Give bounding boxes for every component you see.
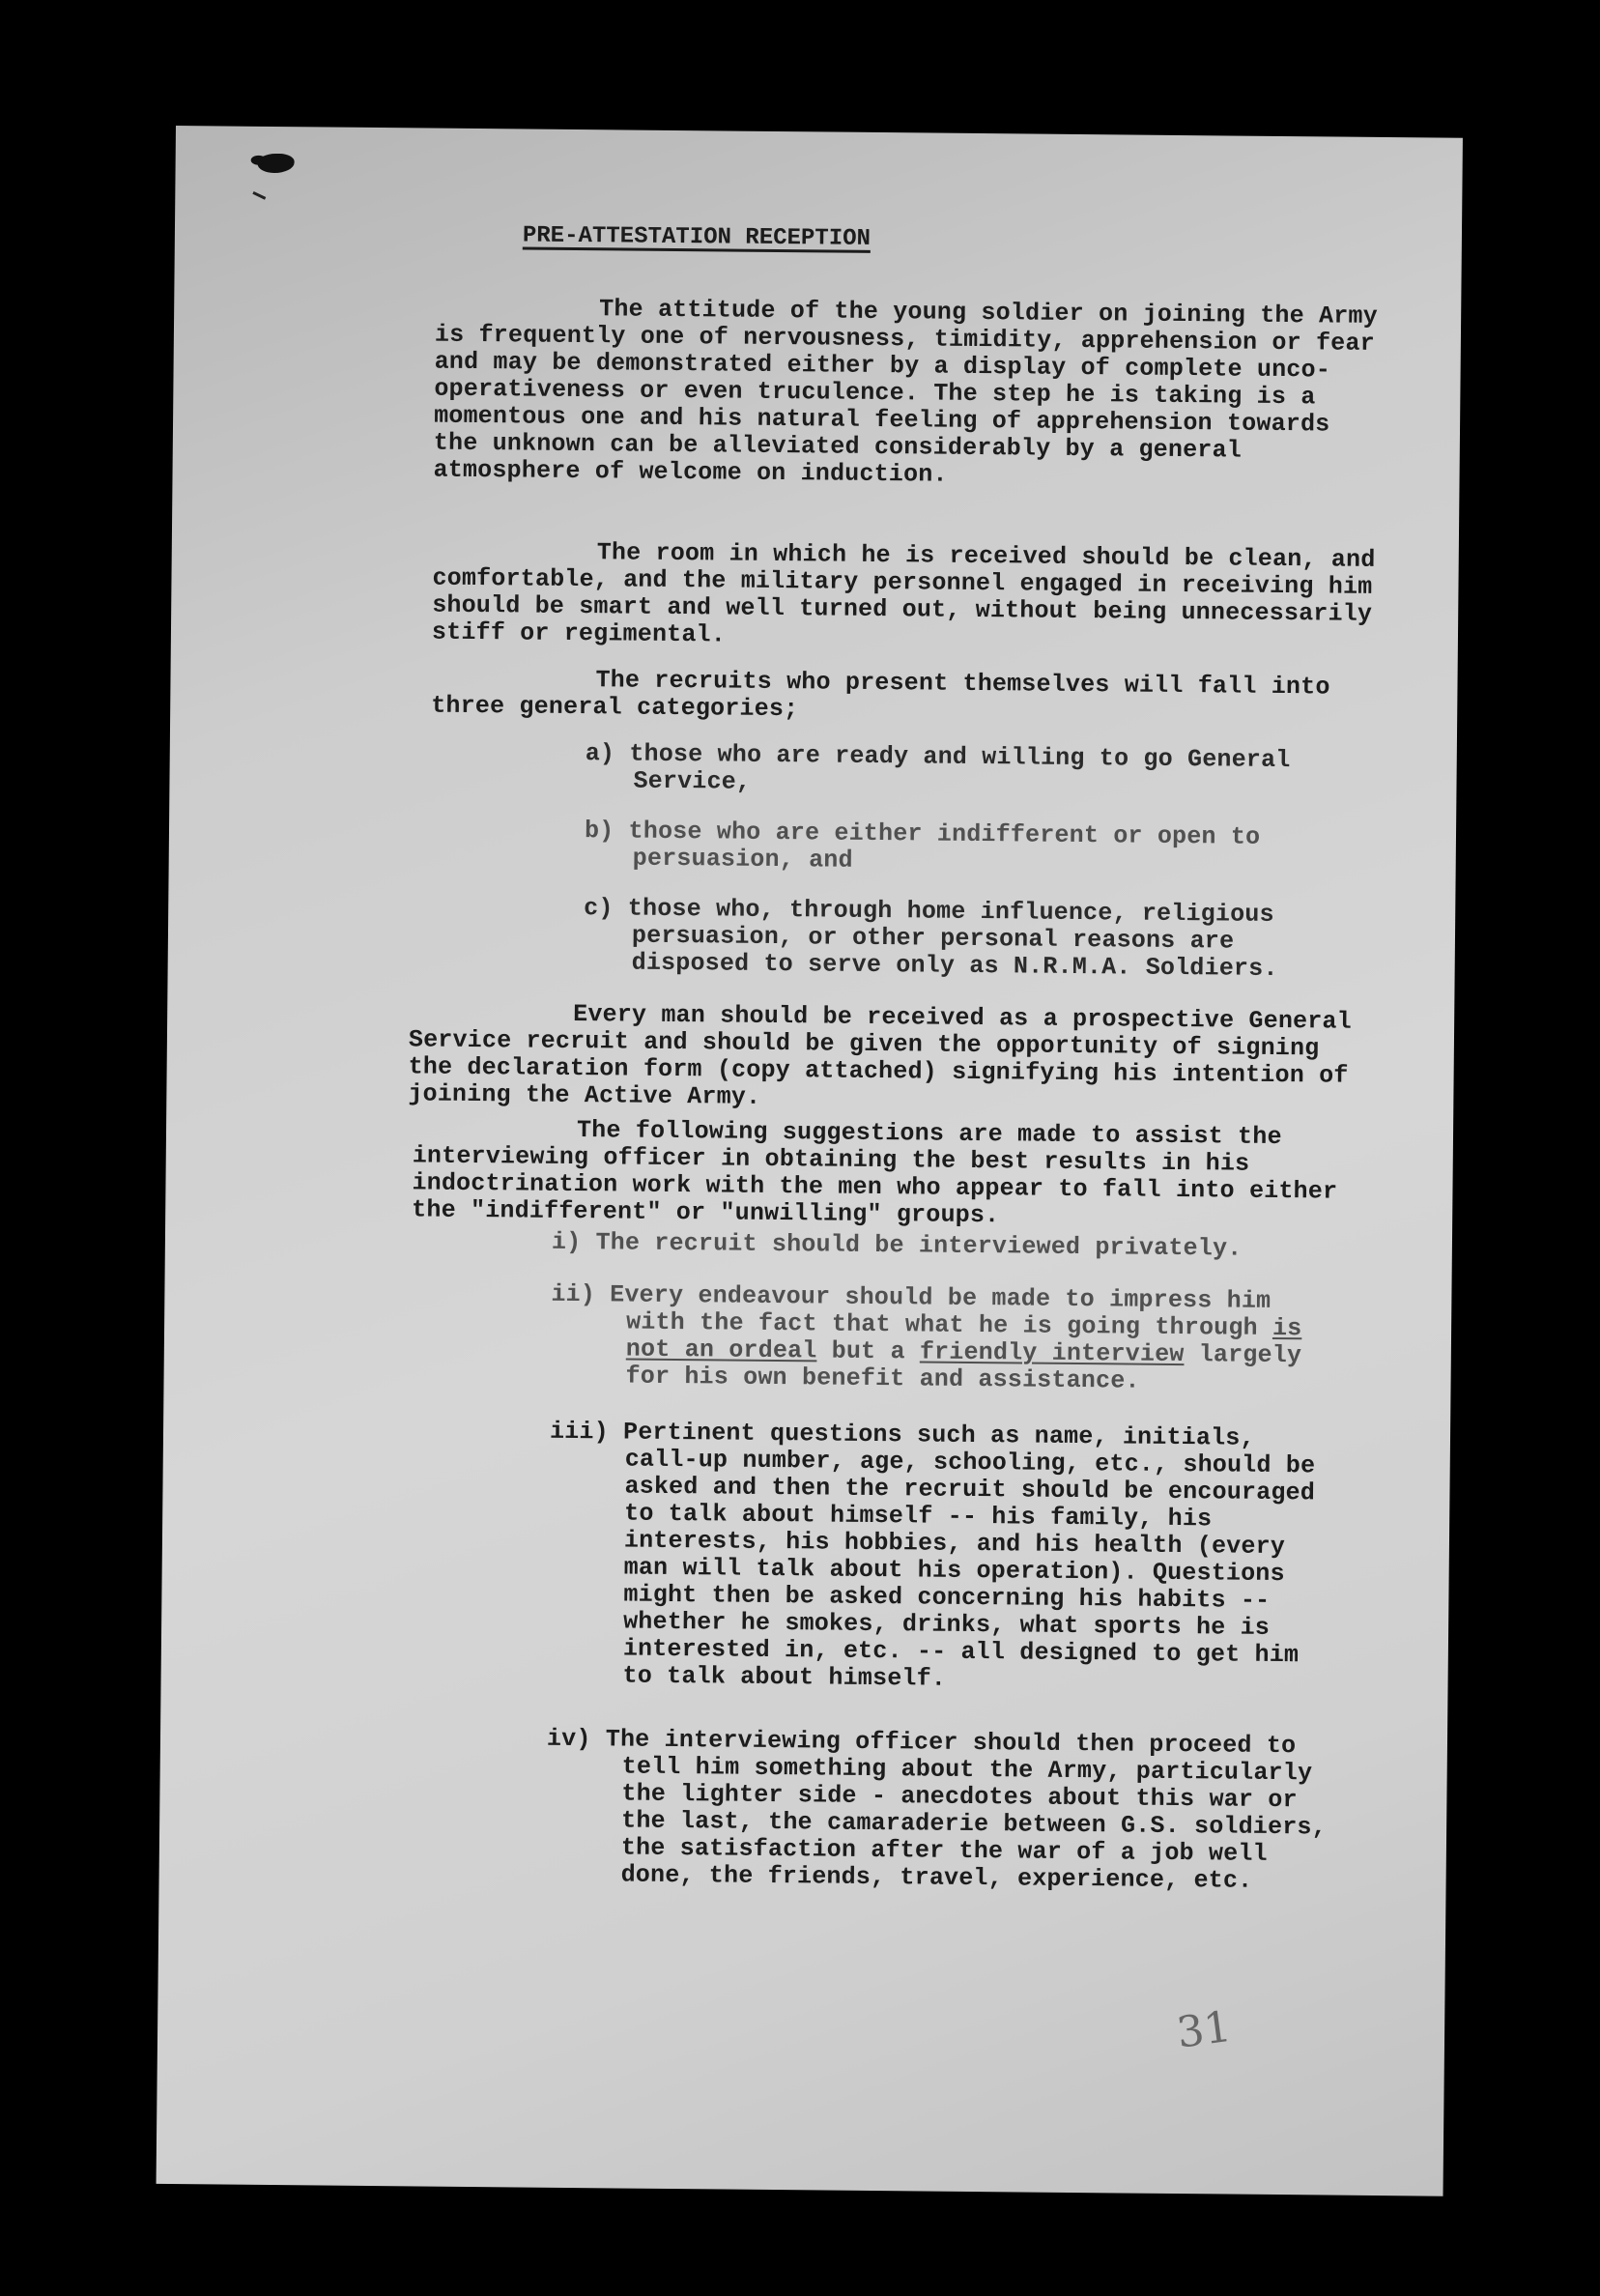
- suggestion-i: [552, 1229, 1323, 1264]
- suggestion-marker: iii): [549, 1417, 609, 1447]
- document-page: [157, 126, 1463, 2196]
- category-text: those who, through home influence, religious persuasion, or other personal reasons are disposed to serve only as N.R.M.A. Soldiers.: [627, 894, 1278, 983]
- suggestion-ii: [550, 1281, 1322, 1397]
- paragraph-categories: The recruits who present themselves will fall into three general categories;: [431, 666, 1330, 724]
- ink-tick: [252, 191, 266, 200]
- suggestion-iii: [547, 1419, 1340, 1697]
- suggestion-marker: ii): [551, 1279, 596, 1309]
- document-title: PRE-ATTESTATION RECEPTION: [522, 222, 871, 252]
- suggestion-marker: i): [551, 1227, 582, 1257]
- ink-blot-small: [251, 156, 267, 165]
- suggestion-text-before: Every endeavour should be made to impress him with the fact that what he is going through: [610, 1280, 1273, 1342]
- category-marker: b): [584, 817, 614, 846]
- suggestion-text-middle: but a: [816, 1336, 921, 1366]
- category-b: [585, 818, 1310, 878]
- paragraph-prospective: Every man should be received as a prospective General Service recruit and should be given the opportunity of signing the declaration form (copy attached) signifying his intention of joining the Active Army.: [408, 999, 1353, 1111]
- category-c: [584, 895, 1309, 983]
- suggestion-marker: iv): [546, 1724, 591, 1754]
- underlined-phrase-friendly-interview: friendly interview: [919, 1337, 1185, 1369]
- suggestion-iv: [546, 1726, 1338, 1896]
- paragraph-attitude: The attitude of the young soldier on joining the Army is frequently one of nervousness, timidity, apprehension or fear and may be demonstrated either by a display of complete unco-operativeness or even truculence. The step he is taking is a momentous one and his natural feeling of apprehension towards the unknown can be alleviated considerably by a general atmosphere of welcome on induction.: [433, 295, 1379, 489]
- handwritten-page-mark: 31: [1174, 2001, 1235, 2058]
- underlined-phrase-ordeal: is not an ordeal: [625, 1313, 1302, 1365]
- suggestion-text: Pertinent questions such as name, initials, call-up number, age, schooling, etc., should be asked and then the recruit should be encouraged to talk about himself -- his family, his interests, his hobbies, and his health (every man will talk about his operation). Questions might then be asked concerning his habits -- whether he smokes, drinks, what sports he is interested in, etc. -- all designed to get him to talk about himself.: [622, 1418, 1316, 1693]
- category-text: those who are either indifferent or open to persuasion, and: [628, 817, 1261, 875]
- paragraph-suggestions: The following suggestions are made to assist the interviewing officer in obtaining the best results in his indoctrination work with the men who appear to fall into either the "indifferent" or "unwilling" groups.: [412, 1116, 1338, 1230]
- category-a: [585, 740, 1310, 801]
- suggestion-text-after: largely for his own benefit and assistance.: [625, 1340, 1302, 1395]
- category-text: those who are ready and willing to go General Service,: [629, 739, 1291, 796]
- suggestion-text: The interviewing officer should then proceed to tell him something about the Army, particularly the lighter side - anecdotes about this war or the last, the camaraderie between G.S. soldiers, the satisfaction after the war of a job well done, the friends, travel, experience, etc.: [605, 1725, 1328, 1895]
- paragraph-room: The room in which he is received should be clean, and comfortable, and the military personnel engaged in receiving him should be smart and well turned out, without being unnecessarily stiff or regimental.: [431, 538, 1376, 649]
- suggestion-text: The recruit should be interviewed privately.: [595, 1228, 1243, 1263]
- category-marker: c): [584, 894, 614, 923]
- category-marker: a): [585, 739, 615, 768]
